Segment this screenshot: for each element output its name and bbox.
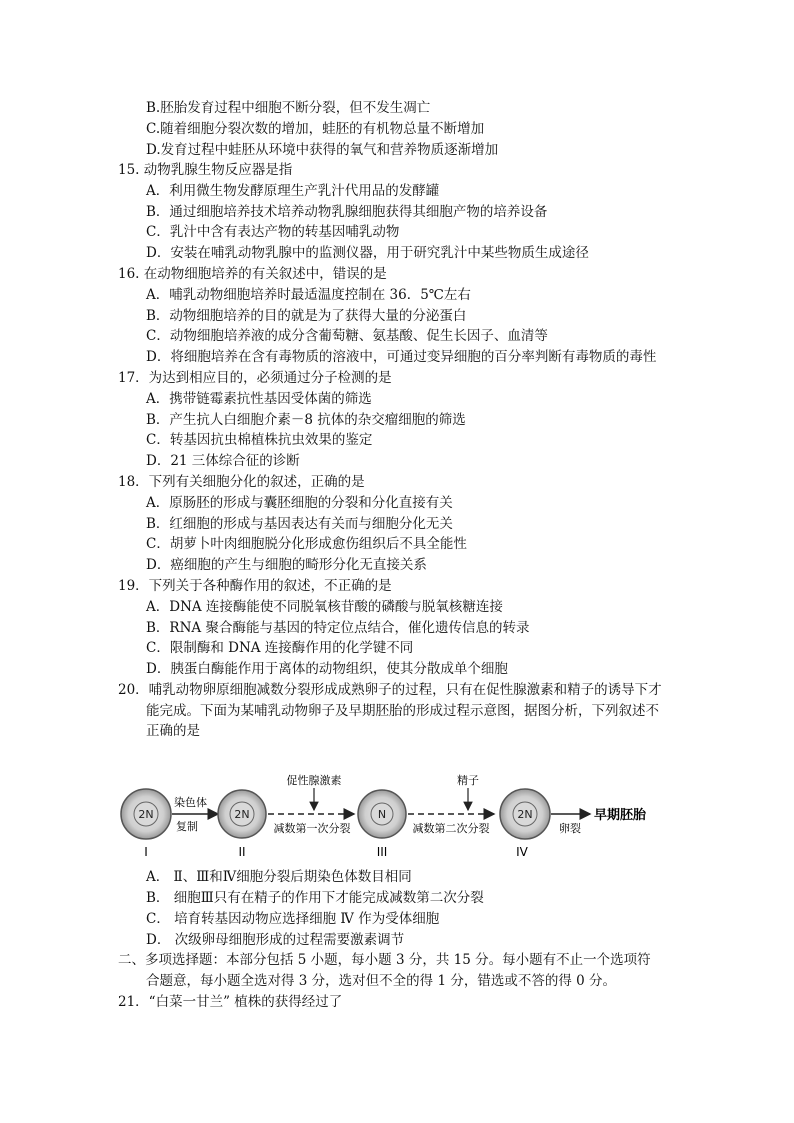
cell-iv (500, 789, 550, 839)
cell-label: 2N (138, 808, 154, 821)
option-line: B．动物细胞培养的目的就是为了获得大量的分泌蛋白 (146, 308, 467, 324)
question-line: 二、多项选择题：本部分包括 5 小题，每小题 3 分，共 15 分。每小题有不止一个选项符 (118, 952, 651, 968)
cell-i (121, 789, 171, 839)
option-line: B． 细胞Ⅲ只有在精子的作用下才能完成减数第二次分裂 (146, 890, 484, 906)
label-sperm: 精子 (457, 774, 479, 787)
cell-ii (218, 790, 266, 838)
label-hormone: 促性腺激素 (286, 774, 342, 787)
option-line: 能完成。下面为某哺乳动物卵子及早期胚胎的形成过程示意图，据图分析，下列叙述不 (146, 703, 659, 719)
question-line: 20．哺乳动物卵原细胞减数分裂形成成熟卵子的过程，只有在促性腺激素和精子的诱导下才 (118, 682, 662, 698)
question-line: 18．下列有关细胞分化的叙述，正确的是 (118, 474, 365, 490)
option-line: D．安装在哺乳动物乳腺中的监测仪器，用于研究乳汁中某些物质生成途径 (146, 245, 589, 261)
option-line: C．动物细胞培养液的成分含葡萄糖、氨基酸、促生长因子、血清等 (146, 328, 548, 344)
option-line: C． 培育转基因动物应选择细胞 Ⅳ 作为受体细胞 (146, 911, 440, 927)
label-replication: 复制 (176, 820, 198, 833)
option-line: A．DNA 连接酶能使不同脱氧核苷酸的磷酸与脱氧核糖连接 (146, 599, 503, 615)
option-line: C．转基因抗虫棉植株抗虫效果的鉴定 (146, 432, 373, 448)
option-line: D．癌细胞的产生与细胞的畸形分化无直接关系 (146, 557, 427, 573)
cell-label: N (377, 808, 387, 821)
option-line: D．21 三体综合征的诊断 (146, 453, 300, 469)
option-line: D．胰蛋白酶能作用于离体的动物组织，使其分散成单个细胞 (146, 661, 508, 677)
option-line: B．通过细胞培养技术培养动物乳腺细胞获得其细胞产物的培养设备 (146, 204, 548, 220)
question-line: 16. 在动物细胞培养的有关叙述中，错误的是 (118, 266, 387, 282)
question-line: 21．“白菜一甘兰” 植株的获得经过了 (118, 994, 343, 1010)
numeral: II (238, 845, 246, 859)
option-line: A． Ⅱ、Ⅲ和Ⅳ细胞分裂后期染色体数目相同 (146, 869, 412, 885)
option-line: B．产生抗人白细胞介素－8 抗体的杂交瘤细胞的筛选 (146, 412, 466, 428)
label-chromosome: 染色体 (174, 796, 207, 809)
option-line: C．乳汁中含有表达产物的转基因哺乳动物 (146, 224, 400, 240)
option-line: A．利用微生物发酵原理生产乳汁代用品的发酵罐 (146, 183, 440, 199)
option-line: B.胚胎发育过程中细胞不断分裂，但不发生凋亡 (146, 100, 431, 116)
option-line: A．原肠胚的形成与囊胚细胞的分裂和分化直接有关 (146, 495, 453, 511)
oocyte-formation-diagram (118, 768, 678, 860)
question-line: 19．下列关于各种酶作用的叙述，不正确的是 (118, 578, 392, 594)
cell-iii (358, 790, 406, 838)
option-line: C．胡萝卜叶肉细胞脱分化形成愈伤组织后不具全能性 (146, 536, 467, 552)
option-line: D.发育过程中蛙胚从环境中获得的氧气和营养物质逐渐增加 (146, 142, 499, 158)
option-line: C．限制酶和 DNA 连接酶作用的化学键不同 (146, 640, 414, 656)
option-line: D． 次级卵母细胞形成的过程需要激素调节 (146, 932, 405, 948)
option-line: D．将细胞培养在含有毒物质的溶液中，可通过变异细胞的百分率判断有毒物质的毒性 (146, 349, 657, 365)
option-line: A．哺乳动物细胞培养时最适温度控制在 36．5℃左右 (146, 287, 471, 303)
numeral: IV (516, 845, 528, 859)
cell-label: 2N (517, 808, 533, 821)
option-line: A．携带链霉素抗性基因受体菌的筛选 (146, 391, 372, 407)
option-line: 合题意，每小题全选对得 3 分，选对但不全的得 1 分，错选或不答的得 0 分。 (146, 973, 617, 989)
option-line: 正确的是 (146, 723, 200, 739)
question-line: 17．为达到相应目的，必须通过分子检测的是 (118, 370, 392, 386)
option-line: C.随着细胞分裂次数的增加，蛙胚的有机物总量不断增加 (146, 121, 485, 137)
numeral: I (144, 845, 148, 859)
label-cleavage: 卵裂 (559, 822, 581, 835)
question-line: 15. 动物乳腺生物反应器是指 (118, 162, 293, 178)
option-line: B．RNA 聚合酶能与基因的特定位点结合，催化遗传信息的转录 (146, 620, 530, 636)
label-meiosis-1: 减数第一次分裂 (273, 822, 351, 835)
label-early-embryo: 早期胚胎 (594, 808, 647, 823)
numeral: III (376, 845, 388, 859)
option-line: B．红细胞的形成与基因表达有关而与细胞分化无关 (146, 516, 453, 532)
label-meiosis-2: 减数第二次分裂 (412, 822, 490, 835)
cell-label: 2N (234, 808, 250, 821)
